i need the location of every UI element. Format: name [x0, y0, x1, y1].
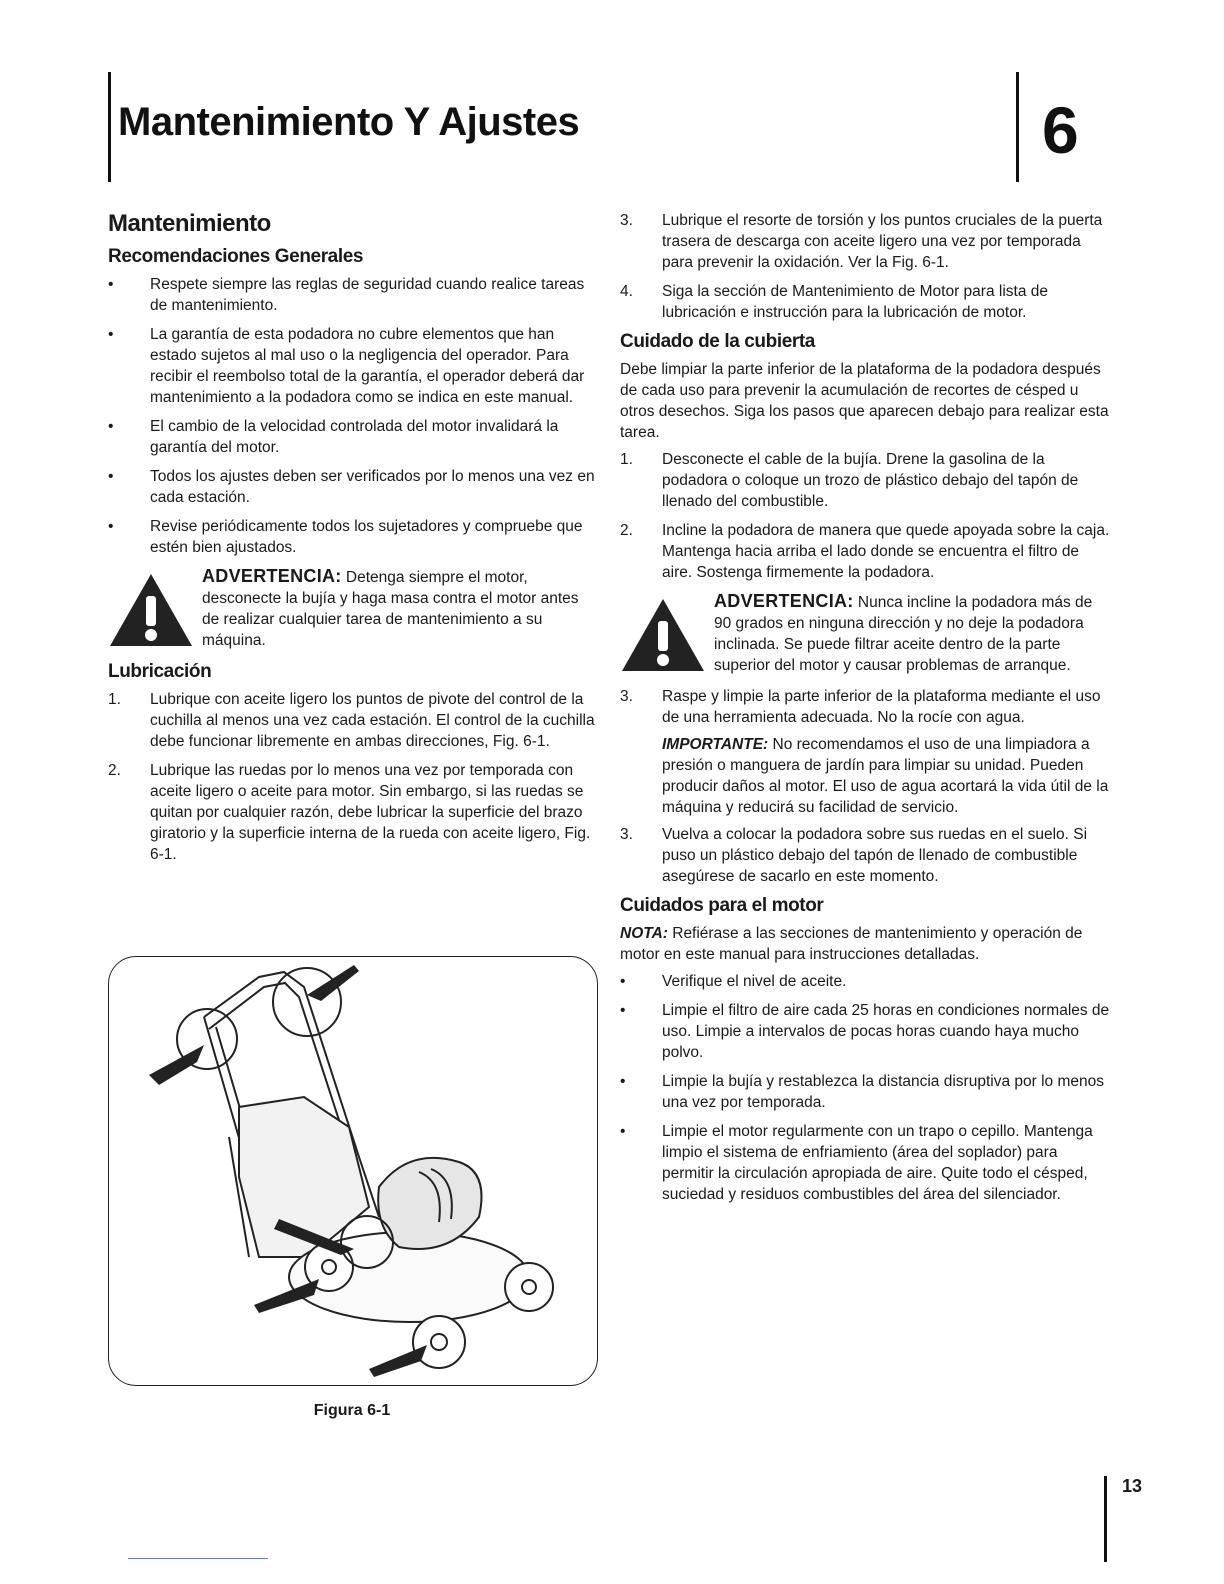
subsection-title-engine: Cuidados para el motor: [620, 895, 824, 916]
warning-label: ADVERTENCIA:: [202, 566, 342, 586]
list-item: • Verifique el nivel de aceite.: [620, 973, 847, 990]
note-label: NOTA:: [620, 925, 668, 942]
list-item: 3. Raspe y limpie la parte inferior de la plataforma mediante el uso de una herramienta adecuada. No la rocíe con agua.: [620, 688, 1101, 726]
list-item: 1. Desconecte el cable de la bujía. Drene la gasolina de la podadora o coloque un trozo de plástico debajo del tapón de llenado del combustible.: [620, 451, 1079, 510]
list-item: • Respete siempre las reglas de seguridad cuando realice tareas de mantenimiento.: [108, 276, 585, 314]
left-column: [108, 210, 598, 873]
important-text: No recomendamos el uso de una limpiadora a presión o manguera de jardín para limpiar su unidad. Pueden producir daños al motor. El uso de agua acortará la vida útil de la máquina y reducirá su facilidad de servicio.: [662, 736, 1109, 816]
lubrication-steps-continued: [620, 210, 1110, 323]
general-recommendations-list: [108, 274, 598, 558]
figure-6-1: [108, 956, 598, 1386]
chapter-rule: [1016, 72, 1019, 182]
bullet-icon: •: [108, 276, 114, 293]
warning-text: Nunca incline la podadora más de 90 grados en ninguna dirección y no deje la podadora inclinada. Se puede filtrar aceite dentro de la parte superior del motor y causar problemas de arranque.: [714, 594, 1093, 674]
important-label: IMPORTANTE:: [662, 736, 769, 753]
list-item: 2. Incline la podadora de manera que quede apoyada sobre la caja. Mantenga hacia arriba el lado donde se encuentra el filtro de aire. Sostenga firmemente la podadora.: [620, 522, 1110, 581]
list-item: • La garantía de esta podadora no cubre elementos que han estado sujetos al mal uso o la negligencia del operador. Para recibir el reembolso total de la garantía, el operador deberá dar mantenimiento a la podadora como se indica en este manual.: [108, 326, 585, 406]
list-item: 3. Lubrique el resorte de torsión y los puntos cruciales de la puerta trasera de descarga con aceite ligero una vez por temporada para prevenir la oxidación. Ver la Fig. 6-1.: [620, 212, 1103, 271]
note-text: Refiérase a las secciones de mantenimiento y operación de motor en este manual para instrucciones detalladas.: [620, 925, 1083, 963]
bullet-icon: •: [108, 468, 114, 485]
warning-triangle-icon: [108, 572, 194, 648]
list-item: • Limpie el filtro de aire cada 25 horas en condiciones normales de uso. Limpie a intervalos de pocas horas cuando haya mucho polvo.: [620, 1002, 1110, 1061]
bullet-icon: •: [620, 1123, 626, 1140]
page-number-rule: [1104, 1476, 1107, 1562]
bullet-icon: •: [620, 973, 626, 990]
figure-caption: Figura 6-1: [313, 1402, 391, 1419]
subsection-title-deck: Cuidado de la cubierta: [620, 331, 815, 352]
page-number: 13: [1122, 1476, 1143, 1496]
lubrication-steps: [108, 689, 598, 865]
list-item: 1. Lubrique con aceite ligero los puntos de pivote del control de la cuchilla al menos una vez cada estación. El control de la cuchilla debe funcionar libremente en ambas direcciones, Fig. 6-1.: [108, 691, 595, 750]
section-title-maintenance: Mantenimiento: [108, 210, 271, 237]
title-rule: [108, 72, 111, 182]
important-note: [620, 734, 1110, 818]
warning-triangle-icon: [620, 597, 706, 673]
deck-step-3: [620, 686, 1110, 728]
list-item: • Limpie la bujía y restablezca la distancia disruptiva por lo menos una vez por temporada.: [620, 1073, 1104, 1111]
list-item: • Revise periódicamente todos los sujetadores y compruebe que estén bien ajustados.: [108, 518, 583, 556]
footer-divider: [128, 1558, 268, 1559]
subsection-title-general: Recomendaciones Generales: [108, 246, 364, 267]
bullet-icon: •: [108, 326, 114, 343]
engine-care-list: [620, 971, 1110, 1205]
subsection-title-lubrication: Lubricación: [108, 661, 212, 682]
list-item: 4. Siga la sección de Mantenimiento de Motor para lista de lubricación e instrucción para la lubricación de motor.: [620, 283, 1048, 321]
deck-steps: [620, 449, 1110, 583]
right-column: [620, 210, 1110, 1213]
chapter-number: 6: [1042, 93, 1079, 167]
warning-block: [620, 591, 1110, 676]
warning-text: Detenga siempre el motor, desconecte la bujía y haga masa contra el motor antes de realizar cualquier tarea de mantenimiento a su máquina.: [202, 569, 579, 649]
lawn-mower-illustration: [109, 957, 597, 1385]
bullet-icon: •: [620, 1073, 626, 1090]
list-item: • El cambio de la velocidad controlada del motor invalidará la garantía del motor.: [108, 418, 559, 456]
chapter-title: Mantenimiento Y Ajustes: [118, 100, 580, 144]
bullet-icon: •: [108, 418, 114, 435]
warning-block: [108, 566, 598, 651]
bullet-icon: •: [108, 518, 114, 535]
warning-label: ADVERTENCIA:: [714, 591, 854, 611]
deck-intro: Debe limpiar la parte inferior de la plataforma de la podadora después de cada uso para prevenir la acumulación de recortes de césped u otros desechos. Siga los pasos que aparecen debajo para realizar esta tarea.: [620, 361, 1109, 441]
engine-note: [620, 923, 1110, 965]
list-item: • Limpie el motor regularmente con un trapo o cepillo. Mantenga limpio el sistema de enfriamiento (área del soplador) para permitir la circulación apropiada de aire. Quite todo el césped, suciedad y residuos combustibles del área del silenciador.: [620, 1123, 1093, 1203]
list-item: 2. Lubrique las ruedas por lo menos una vez por temporada con aceite ligero o aceite para motor. Sin embargo, si las ruedas se quitan por cualquier razón, debe lubricar la superficie del brazo giratorio y la superficie interna de la rueda con aceite ligero, Fig. 6-1.: [108, 762, 591, 863]
list-item: • Todos los ajustes deben ser verificados por lo menos una vez en cada estación.: [108, 468, 595, 506]
deck-step-3b: [620, 824, 1110, 887]
list-item: 3. Vuelva a colocar la podadora sobre sus ruedas en el suelo. Si puso un plástico debajo del tapón de llenado de combustible asegúrese de sacarlo en este momento.: [620, 826, 1088, 885]
bullet-icon: •: [620, 1002, 626, 1019]
